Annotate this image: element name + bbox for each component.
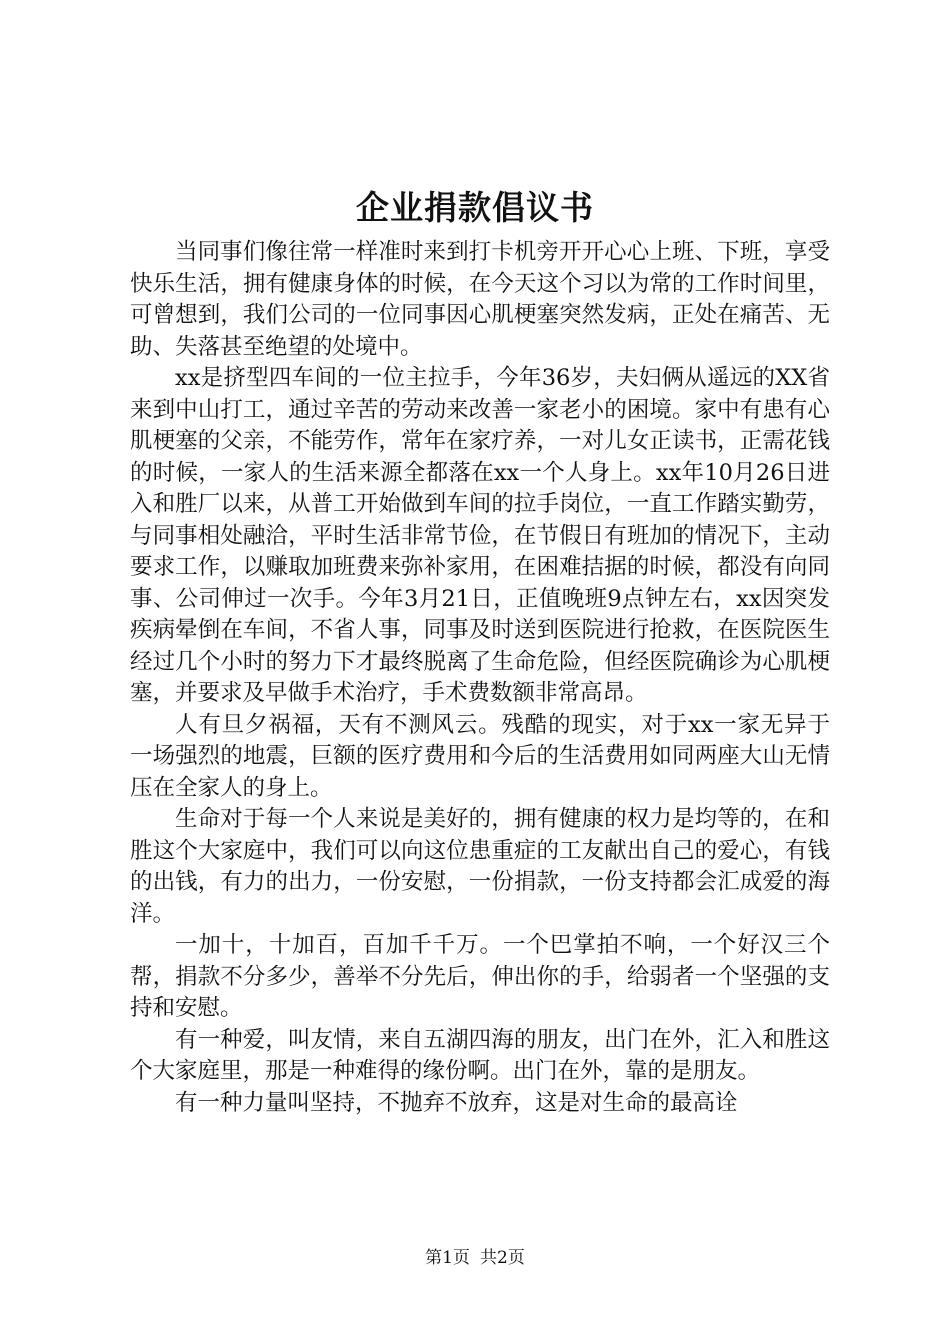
document-body: [130, 237, 830, 1119]
paragraph-5: 一加十，十加百，百加千千万。一个巴掌拍不响，一个好汉三个帮，捐款不分多少，善举不分先后，伸出你的手，给弱者一个坚强的支持和安慰。: [130, 932, 830, 1021]
paragraph-2: xx是挤型四车间的一位主拉手，今年36岁，夫妇俩从遥远的XX省来到中山打工，通过辛苦的劳动来改善一家老小的困境。家中有患有心肌梗塞的父亲，不能劳作，常年在家疗养，一对儿女正读书，正需花钱的时候，一家人的生活来源全都落在xx一个人身上。xx年10月26日进入和胜厂以来，从普工开始做到车间的拉手岗位，一直工作踏实勤劳，与同事相处融洽，平时生活非常节俭，在节假日有班加的情况下，主动要求工作，以赚取加班费来弥补家用，在困难拮据的时候，都没有向同事、公司伸过一次手。今年3月21日，正值晚班9点钟左右，xx因突发疾病晕倒在车间，不省人事，同事及时送到医院进行抢救，在医院医生经过几个小时的努力下才最终脱离了生命危险，但经医院确诊为心肌梗塞，并要求及早做手术治疗，手术费数额非常高昂。: [130, 365, 830, 706]
paragraph-6: 有一种爱，叫友情，来自五湖四海的朋友，出门在外，汇入和胜这个大家庭里，那是一种难得的缘份啊。出门在外，靠的是朋友。: [130, 1026, 830, 1084]
page-footer: [0, 1246, 950, 1270]
paragraph-7: 有一种力量叫坚持，不抛弃不放弃，这是对生命的最高诠: [175, 1089, 738, 1116]
paragraph-1: 当同事们像往常一样准时来到打卡机旁开开心心上班、下班，享受快乐生活，拥有健康身体的时候，在今天这个习以为常的工作时间里，可曾想到，我们公司的一位同事因心肌梗塞突然发病，正处在痛苦、无助、失落甚至绝望的处境中。: [130, 239, 830, 360]
page-total: 共2页: [480, 1248, 525, 1268]
paragraph-3: 人有旦夕祸福，天有不测风云。残酷的现实，对于xx一家无异于一场强烈的地震，巨额的医疗费用和今后的生活费用如同两座大山无情压在全家人的身上。: [130, 711, 830, 801]
page-number: 第1页: [425, 1248, 470, 1268]
document-title: 企业捐款倡议书: [356, 188, 594, 227]
paragraph-4: 生命对于每一个人来说是美好的，拥有健康的权力是均等的，在和胜这个大家庭中，我们可以向这位患重症的工友献出自己的爱心，有钱的出钱，有力的出力，一份安慰，一份捐款，一份支持都会汇成爱的海洋。: [130, 806, 830, 927]
